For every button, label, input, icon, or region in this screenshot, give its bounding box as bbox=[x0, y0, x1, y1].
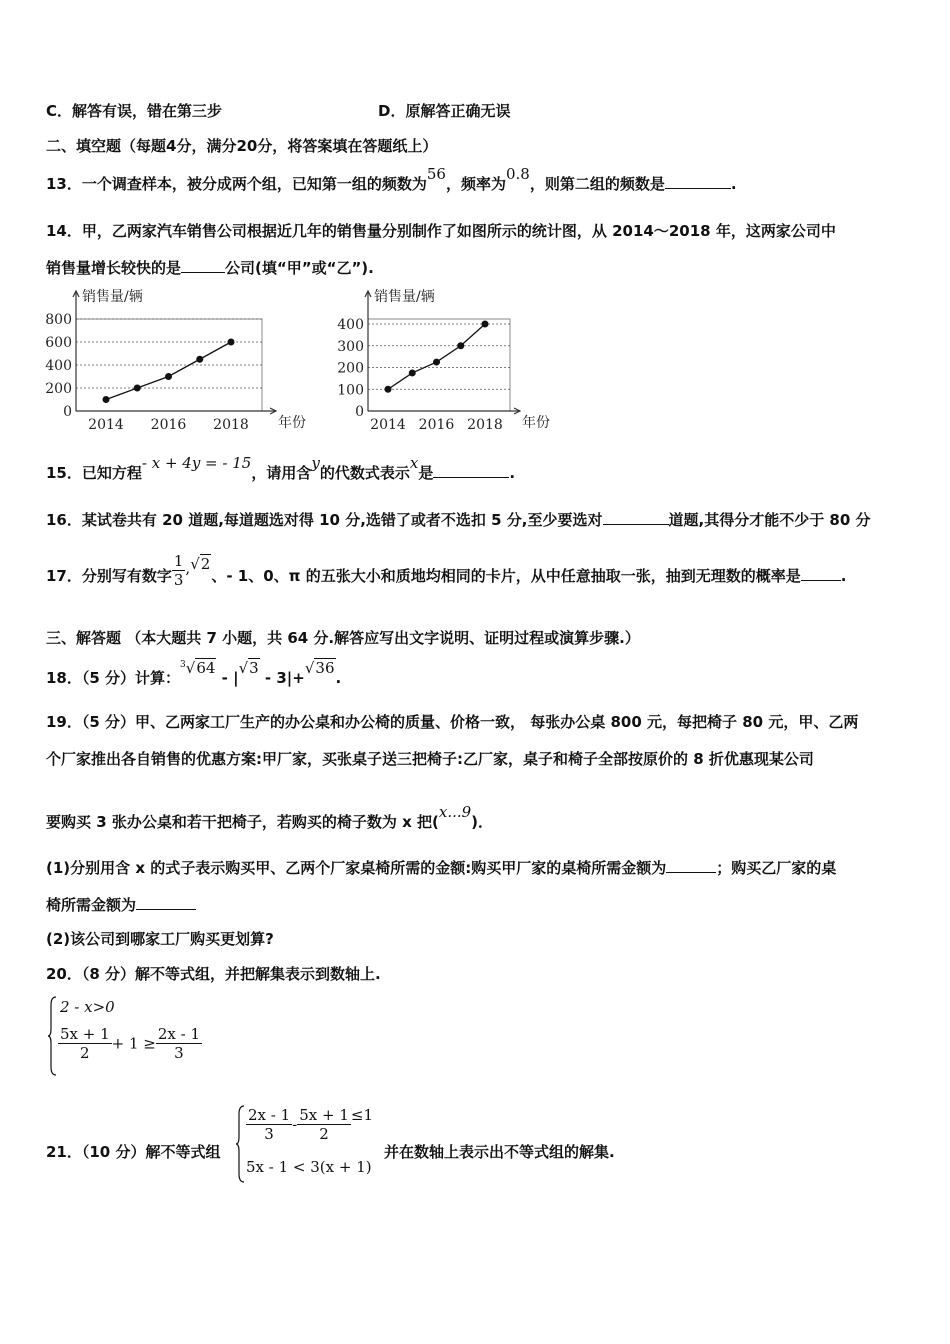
q20-frac1-den: 2 bbox=[80, 1044, 90, 1062]
q20-ineq1: 2 - x>0 bbox=[60, 998, 115, 1016]
q19-text-p1b: ；购买乙厂家的桌 bbox=[716, 859, 837, 877]
q18 bbox=[46, 659, 342, 688]
q18-text-4: . bbox=[335, 669, 342, 687]
q17 bbox=[46, 552, 847, 596]
q19-yi-amount-blank[interactable] bbox=[136, 895, 196, 910]
q19-text-p1c: 椅所需金额为 bbox=[46, 896, 137, 914]
chart-jia-data-point bbox=[165, 373, 172, 380]
q14-text-2a: 销售量增长较快的是 bbox=[46, 259, 182, 277]
q18-text-3: - 3|+ bbox=[259, 669, 305, 687]
chart-jia-y-tick-label: 400 bbox=[45, 358, 72, 374]
chart-yi-x-tick-label: 2018 bbox=[467, 417, 503, 433]
q21-le1: ≤1 bbox=[350, 1106, 374, 1124]
q15 bbox=[46, 454, 516, 483]
q19-jia-amount-blank[interactable] bbox=[666, 858, 716, 873]
q13-text-1: 13．一个调查样本，被分成两个组，已知第一组的频数为 bbox=[46, 175, 427, 193]
q21-system bbox=[236, 1104, 386, 1184]
section2-title: 二、填空题（每题4分，满分20分，将答案填在答题纸上） bbox=[46, 137, 438, 155]
q17-sqrt: √2 bbox=[190, 555, 211, 573]
q15-equation: - x + 4y = - 15 bbox=[141, 454, 252, 472]
chart-jia-x-label: 年份 bbox=[278, 415, 306, 431]
q19-part2: (2)该公司到哪家工厂购买更划算? bbox=[46, 930, 274, 948]
q18-cube-root: $^3$√64 bbox=[180, 659, 216, 677]
q20-frac2 bbox=[156, 1025, 202, 1062]
q13-text-4: . bbox=[730, 175, 737, 193]
q12-option-c: C．解答有误，错在第三步 bbox=[46, 102, 223, 120]
q14-text-2b: 公司(填“甲”或“乙”). bbox=[225, 259, 374, 277]
q20-frac1 bbox=[58, 1025, 112, 1062]
q15-text-3: 的代数式表示 bbox=[319, 464, 410, 482]
chart-yi-x-tick-label: 2014 bbox=[370, 417, 406, 433]
q13 bbox=[46, 165, 737, 194]
q20-plus: + 1 ≥ bbox=[111, 1034, 156, 1053]
chart-yi-y-tick-label: 0 bbox=[355, 404, 364, 420]
chart-yi-x-tick-label: 2016 bbox=[418, 417, 455, 433]
q21-frac1-num: 2x - 1 bbox=[248, 1106, 291, 1124]
q19-line-1: 19．（5 分）甲、乙两家工厂生产的办公桌和办公椅的质量、价格一致， 每张办公桌 800 元，每把椅子 80 元，甲、乙两 bbox=[46, 713, 859, 731]
chart-yi-y-tick-label: 400 bbox=[337, 317, 364, 333]
q18-sqrt3: √3 bbox=[238, 659, 259, 677]
q19-part1-line-1 bbox=[46, 858, 836, 878]
q17-text-3: . bbox=[840, 567, 847, 585]
q15-var-x: x bbox=[409, 454, 419, 472]
q20-title: 20．（8 分）解不等式组，并把解集表示到数轴上. bbox=[46, 965, 381, 983]
chart-jia-data-point bbox=[134, 385, 141, 392]
q17-frac-num: 1 bbox=[173, 552, 184, 570]
q21-frac2-num: 5x + 1 bbox=[299, 1106, 349, 1124]
q19-line-3 bbox=[46, 803, 494, 832]
q19-condition: x...9 bbox=[438, 803, 472, 821]
q17-sqrt-value: 2 bbox=[200, 555, 211, 573]
q21-minus: - bbox=[292, 1115, 298, 1134]
q15-text-2: ，请用含 bbox=[251, 464, 312, 482]
q14-line-2 bbox=[46, 258, 374, 278]
q18-sqrt36: √36 bbox=[304, 659, 335, 677]
q18-root-index: 3 bbox=[180, 660, 186, 670]
q13-text-2: ，频率为 bbox=[445, 175, 506, 193]
q18-sqrt3-value: 3 bbox=[249, 659, 259, 677]
q21-text-1: 21．（10 分）解不等式组 bbox=[46, 1143, 221, 1161]
q13-frequency: 56 bbox=[426, 165, 446, 183]
chart-yi-y-label: 销售量/辆 bbox=[374, 289, 435, 305]
chart-yi-frame bbox=[368, 319, 510, 411]
q21-ineq1 bbox=[246, 1106, 373, 1143]
chart-jia-data-point bbox=[196, 356, 203, 363]
q17-text-2: 、- 1、0、π 的五张大小和质地均相同的卡片，从中任意抽取一张，抽到无理数的概率是 bbox=[211, 567, 801, 585]
q15-text-5: . bbox=[509, 464, 516, 482]
chart-yi-data-point bbox=[409, 369, 416, 376]
q15-answer-blank[interactable] bbox=[433, 463, 509, 478]
q20-frac2-den: 3 bbox=[174, 1044, 184, 1062]
chart-yi-y-tick-label: 200 bbox=[337, 360, 364, 377]
chart-jia-x-tick-label: 2014 bbox=[88, 417, 124, 433]
chart-yi-data-point bbox=[482, 321, 489, 328]
chart-jia-data-point bbox=[228, 339, 235, 346]
q17-answer-blank[interactable] bbox=[801, 566, 841, 581]
q13-text-3: ，则第二组的频数是 bbox=[529, 175, 665, 193]
q18-root-value: 64 bbox=[196, 659, 216, 677]
q15-var-y: y bbox=[311, 454, 320, 472]
q19-text-3b: )． bbox=[471, 813, 494, 831]
chart-yi bbox=[330, 286, 560, 436]
q18-text-1: 18．（5 分）计算： bbox=[46, 669, 181, 687]
q17-frac-den: 3 bbox=[173, 571, 184, 589]
q21-brace bbox=[236, 1104, 246, 1184]
q16 bbox=[46, 510, 871, 530]
q17-comma: , bbox=[185, 559, 191, 577]
chart-jia-x-tick-label: 2018 bbox=[213, 417, 249, 433]
chart-jia-x-tick-label: 2016 bbox=[150, 417, 187, 433]
q19-text-p1a: (1)分别用含 x 的式子表示购买甲、乙两个厂家桌椅所需的金额:购买甲厂家的桌椅所需金额为 bbox=[46, 859, 667, 877]
q13-rate: 0.8 bbox=[506, 165, 530, 183]
q17-text-1: 17．分别写有数字 bbox=[46, 567, 172, 585]
chart-jia-data-point bbox=[103, 396, 110, 403]
q14-line-1: 14．甲，乙两家汽车销售公司根据近几年的销售量分别制作了如图所示的统计图，从 2014～2018 年，这两家公司中 bbox=[46, 222, 836, 240]
q21-frac1-den: 3 bbox=[264, 1125, 274, 1143]
chart-jia-y-label: 销售量/辆 bbox=[82, 289, 143, 305]
chart-jia-series-line bbox=[106, 342, 231, 400]
q16-text-1: 16．某试卷共有 20 道题,每道题选对得 10 分,选错了或者不选扣 5 分,至少要选对 bbox=[46, 511, 603, 529]
q15-text-1: 15．已知方程 bbox=[46, 464, 142, 482]
q21-ineq2: 5x - 1 < 3(x + 1) bbox=[246, 1158, 372, 1176]
q14-answer-blank[interactable] bbox=[181, 258, 225, 273]
chart-yi-y-tick-label: 100 bbox=[337, 382, 364, 399]
chart-jia-y-tick-label: 600 bbox=[45, 335, 72, 351]
chart-jia-y-tick-label: 200 bbox=[45, 381, 72, 397]
chart-yi-series-line bbox=[388, 324, 485, 389]
q17-fraction bbox=[172, 552, 186, 589]
chart-jia-y-tick-label: 800 bbox=[45, 312, 72, 328]
q18-sqrt36-value: 36 bbox=[315, 659, 335, 677]
chart-jia-y-tick-label: 0 bbox=[63, 404, 72, 420]
chart-jia bbox=[36, 286, 306, 436]
q19-text-3a: 要购买 3 张办公桌和若干把椅子，若购买的椅子数为 x 把( bbox=[46, 813, 439, 831]
q15-text-4: 是 bbox=[418, 464, 434, 482]
q16-answer-blank[interactable] bbox=[603, 510, 669, 525]
q19-part1-line-2 bbox=[46, 895, 196, 915]
q13-answer-blank[interactable] bbox=[665, 174, 731, 189]
q16-text-2: 道题,其得分才能不少于 80 分 bbox=[668, 511, 871, 529]
q21-text-2: 并在数轴上表示出不等式组的解集. bbox=[384, 1143, 615, 1161]
q20-brace bbox=[48, 995, 58, 1077]
q12-option-d: D．原解答正确无误 bbox=[378, 102, 511, 120]
q21-frac2-den: 2 bbox=[319, 1125, 329, 1143]
chart-yi-y-tick-label: 300 bbox=[337, 338, 364, 355]
chart-yi-data-point bbox=[433, 359, 440, 366]
chart-yi-data-point bbox=[457, 342, 464, 349]
chart-yi-data-point bbox=[385, 386, 392, 393]
q20-ineq2 bbox=[58, 1025, 202, 1062]
q20-frac1-num: 5x + 1 bbox=[60, 1025, 110, 1043]
q19-line-2: 个厂家推出各自销售的优惠方案:甲厂家，买张桌子送三把椅子:乙厂家，桌子和椅子全部按原价的 8 折优惠现某公司 bbox=[46, 750, 814, 768]
section3-title: 三、解答题 （本大题共 7 小题，共 64 分.解答应写出文字说明、证明过程或演算步骤.） bbox=[46, 629, 640, 647]
q20-system bbox=[48, 995, 218, 1077]
q21-frac1 bbox=[246, 1106, 292, 1143]
q18-text-2: - | bbox=[216, 669, 239, 687]
q21-frac2 bbox=[297, 1106, 351, 1143]
q20-frac2-num: 2x - 1 bbox=[157, 1025, 201, 1043]
chart-yi-x-label: 年份 bbox=[522, 415, 550, 431]
